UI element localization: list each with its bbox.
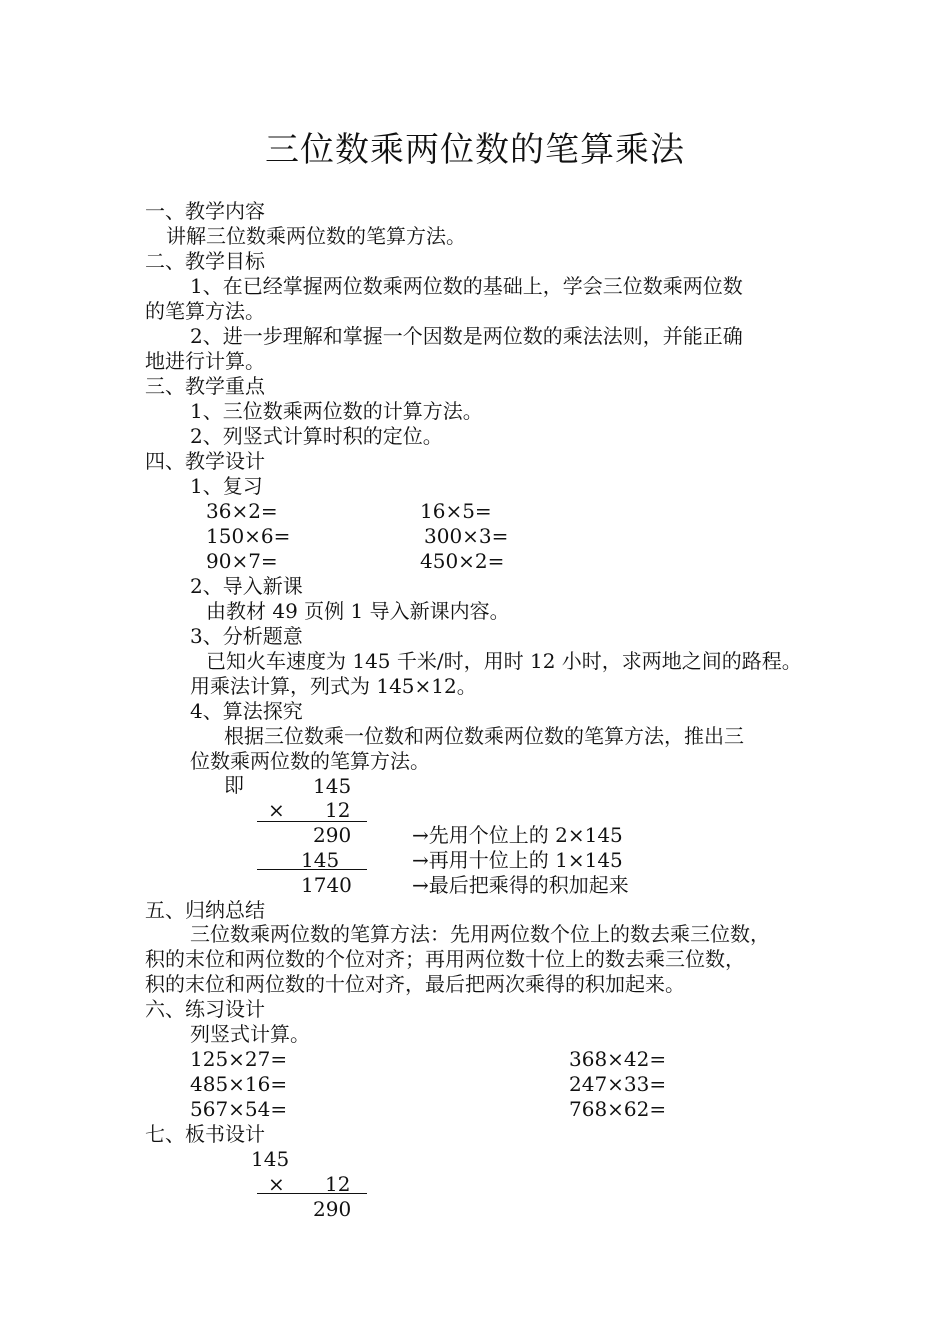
intro-title: 2、导入新课	[190, 574, 303, 598]
goal-1-line-2: 的笔算方法。	[145, 299, 265, 323]
review-item: 16×5=	[420, 499, 492, 523]
summary-line-3: 积的末位和两位数的十位对齐，最后把两次乘得的积加起来。	[145, 972, 685, 996]
exercise-item: 567×54=	[190, 1097, 288, 1121]
analysis-title: 3、分析题意	[190, 624, 303, 648]
calc-note-2: →再用十位上的 1×145	[412, 848, 623, 872]
exercise-item: 125×27=	[190, 1047, 288, 1071]
goal-1-line-1: 1、在已经掌握两位数乘两位数的基础上，学会三位数乘两位数	[190, 274, 743, 298]
explore-line-1: 根据三位数乘一位数和两位数乘两位数的笔算方法，推出三	[224, 724, 744, 748]
calc-multiplier: 12	[325, 798, 351, 822]
review-title: 1、复习	[190, 474, 263, 498]
section-heading-practice: 六、练习设计	[145, 997, 265, 1021]
explore-title: 4、算法探究	[190, 699, 303, 723]
review-item: 300×3=	[424, 524, 509, 548]
analysis-line-1: 已知火车速度为 145 千米/时，用时 12 小时，求两地之间的路程。	[206, 649, 802, 673]
calc-note-1: →先用个位上的 2×145	[412, 823, 623, 847]
calc-result: 1740	[301, 873, 352, 897]
review-item: 36×2=	[206, 499, 278, 523]
key-point-2: 2、列竖式计算时积的定位。	[190, 424, 443, 448]
board-times-sign: ×	[268, 1172, 285, 1196]
times-sign: ×	[268, 798, 285, 822]
calc-note-3: →最后把乘得的积加起来	[412, 873, 629, 897]
intro-text: 由教材 49 页例 1 导入新课内容。	[206, 599, 510, 623]
content-text: 讲解三位数乘两位数的笔算方法。	[166, 224, 466, 248]
goal-2-line-1: 2、进一步理解和掌握一个因数是两位数的乘法法则，并能正确	[190, 324, 743, 348]
section-heading-goals: 二、教学目标	[145, 249, 265, 273]
board-multiplier: 12	[325, 1172, 351, 1196]
summary-line-2: 积的末位和两位数的个位对齐；再用两位数十位上的数去乘三位数，	[145, 947, 745, 971]
goal-2-line-2: 地进行计算。	[145, 349, 265, 373]
exercise-item: 768×62=	[569, 1097, 667, 1121]
calc-partial-2: 145	[301, 848, 340, 872]
section-heading-key-points: 三、教学重点	[145, 374, 265, 398]
exercise-item: 485×16=	[190, 1072, 288, 1096]
review-item: 90×7=	[206, 549, 278, 573]
calc-label: 即	[224, 773, 244, 797]
page-title: 三位数乘两位数的笔算乘法	[265, 130, 685, 170]
section-heading-content: 一、教学内容	[145, 199, 265, 223]
section-heading-summary: 五、归纳总结	[145, 898, 265, 922]
calc-multiplicand: 145	[313, 774, 352, 798]
review-item: 450×2=	[420, 549, 505, 573]
calc-rule-1	[257, 821, 367, 822]
calc-rule-2	[257, 869, 367, 870]
summary-line-1: 三位数乘两位数的笔算方法：先用两位数个位上的数去乘三位数，	[190, 922, 770, 946]
calc-partial-1: 290	[313, 823, 352, 847]
exercise-item: 247×33=	[569, 1072, 667, 1096]
section-heading-board: 七、板书设计	[145, 1122, 265, 1146]
review-item: 150×6=	[206, 524, 291, 548]
practice-instruction: 列竖式计算。	[190, 1022, 310, 1046]
board-rule	[257, 1193, 367, 1194]
board-multiplicand: 145	[251, 1147, 290, 1171]
key-point-1: 1、三位数乘两位数的计算方法。	[190, 399, 483, 423]
section-heading-design: 四、教学设计	[145, 449, 265, 473]
board-partial-1: 290	[313, 1197, 352, 1221]
explore-line-2: 位数乘两位数的笔算方法。	[190, 749, 430, 773]
analysis-line-2: 用乘法计算，列式为 145×12。	[190, 674, 477, 698]
exercise-item: 368×42=	[569, 1047, 667, 1071]
